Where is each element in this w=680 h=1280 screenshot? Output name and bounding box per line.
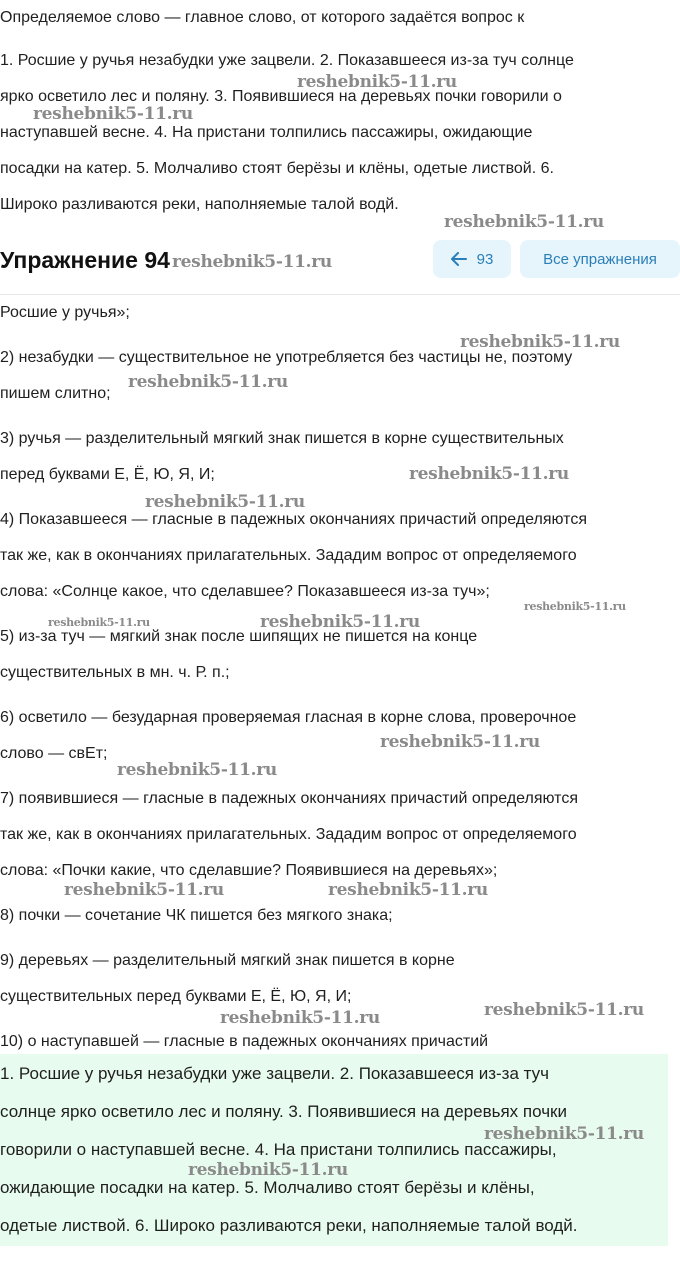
content-line: существительных в мн. ч. Р. п.; — [0, 664, 230, 681]
content-line: Росшие у ручья»; — [0, 304, 130, 321]
watermark: reshebnik5-11.ru — [328, 880, 488, 900]
content-line: слова: «Почки какие, что сделавшие? Появившиеся на деревьях»; — [0, 862, 498, 879]
watermark: reshebnik5-11.ru — [188, 1160, 348, 1180]
content-line: 9) деревьях — разделительный мягкий знак пишется в корне — [0, 952, 455, 969]
watermark: reshebnik5-11.ru — [48, 616, 150, 629]
answer-line: 1. Росшие у ручья незабудки уже зацвели. 2. Показавшееся из-за туч — [0, 1064, 549, 1083]
arrow-left-icon — [451, 252, 467, 266]
watermark: reshebnik5-11.ru — [128, 372, 288, 392]
intro-line: Широко разливаются реки, наполняемые талой водй. — [0, 196, 399, 213]
watermark: reshebnik5-11.ru — [172, 252, 332, 272]
all-exercises-label: Все упражнения — [543, 250, 657, 268]
content-line: 3) ручья — разделительный мягкий знак пишется в корне существительных — [0, 430, 564, 447]
watermark: reshebnik5-11.ru — [260, 612, 420, 632]
watermark: reshebnik5-11.ru — [220, 1008, 380, 1028]
content-line: слова: «Солнце какое, что сделавшее? Показавшееся из-за туч»; — [0, 583, 490, 600]
content-line: 2) незабудки — существительное не употребляется без частицы не, поэтому — [0, 349, 573, 366]
watermark: reshebnik5-11.ru — [64, 880, 224, 900]
content-line: пишем слитно; — [0, 385, 111, 402]
answer-block — [0, 1054, 668, 1246]
all-exercises-button[interactable] — [520, 240, 680, 278]
prev-exercise-button[interactable] — [433, 240, 511, 278]
intro-line: 1. Росшие у ручья незабудки уже зацвели. 2. Показавшееся из-за туч солнце — [0, 52, 574, 69]
watermark: reshebnik5-11.ru — [409, 464, 569, 484]
watermark: reshebnik5-11.ru — [297, 72, 457, 92]
content-line: существительных перед буквами Е, Ё, Ю, Я, И; — [0, 988, 352, 1005]
content-line: 8) почки — сочетание ЧК пишется без мягкого знака; — [0, 907, 393, 924]
answer-line: ожидающие посадки на катер. 5. Молчаливо стоят берёзы и клёны, — [0, 1178, 535, 1197]
intro-line: наступавшей весне. 4. На пристани толпились пассажиры, ожидающие — [0, 124, 533, 141]
content-line: слово — свЕт; — [0, 745, 108, 762]
prev-exercise-label: 93 — [476, 250, 494, 268]
intro-line: Определяемое слово — главное слово, от которого задаётся вопрос к — [0, 9, 525, 26]
watermark: reshebnik5-11.ru — [484, 1000, 644, 1020]
content-line: 4) Показавшееся — гласные в падежных окончаниях причастий определяются — [0, 511, 587, 528]
content-line: 6) осветило — безударная проверяемая гласная в корне слова, проверочное — [0, 709, 577, 726]
answer-line: солнце ярко осветило лес и поляну. 3. Появившиеся на деревьях почки — [0, 1102, 567, 1121]
watermark: reshebnik5-11.ru — [444, 212, 604, 232]
watermark: reshebnik5-11.ru — [33, 104, 193, 124]
watermark: reshebnik5-11.ru — [524, 600, 626, 613]
content-line: так же, как в окончаниях прилагательных. Зададим вопрос от определяемого — [0, 826, 577, 843]
watermark: reshebnik5-11.ru — [460, 332, 620, 352]
content-line: перед буквами Е, Ё, Ю, Я, И; — [0, 466, 215, 483]
answer-line: одетые листвой. 6. Широко разливаются реки, наполняемые талой водй. — [0, 1216, 578, 1235]
answer-line: говорили о наступавшей весне. 4. На пристани толпились пассажиры, — [0, 1140, 557, 1159]
content-line: 10) о наступавшей — гласные в падежных окончаниях причастий — [0, 1033, 489, 1050]
intro-line: ярко осветило лес и поляну. 3. Появившиеся на деревьях почки говорили о — [0, 88, 562, 105]
watermark: reshebnik5-11.ru — [145, 492, 305, 512]
watermark: reshebnik5-11.ru — [117, 760, 277, 780]
content-line: так же, как в окончаниях прилагательных. Зададим вопрос от определяемого — [0, 547, 577, 564]
content-line: 5) из-за туч — мягкий знак после шипящих не пишется на конце — [0, 628, 478, 645]
watermark: reshebnik5-11.ru — [380, 732, 540, 752]
watermark: reshebnik5-11.ru — [484, 1124, 644, 1144]
content-line: 7) появившиеся — гласные в падежных окончаниях причастий определяются — [0, 790, 578, 807]
page-title: Упражнение 94 — [0, 247, 170, 273]
intro-line: посадки на катер. 5. Молчаливо стоят берёзы и клёны, одетые листвой. 6. — [0, 160, 554, 177]
